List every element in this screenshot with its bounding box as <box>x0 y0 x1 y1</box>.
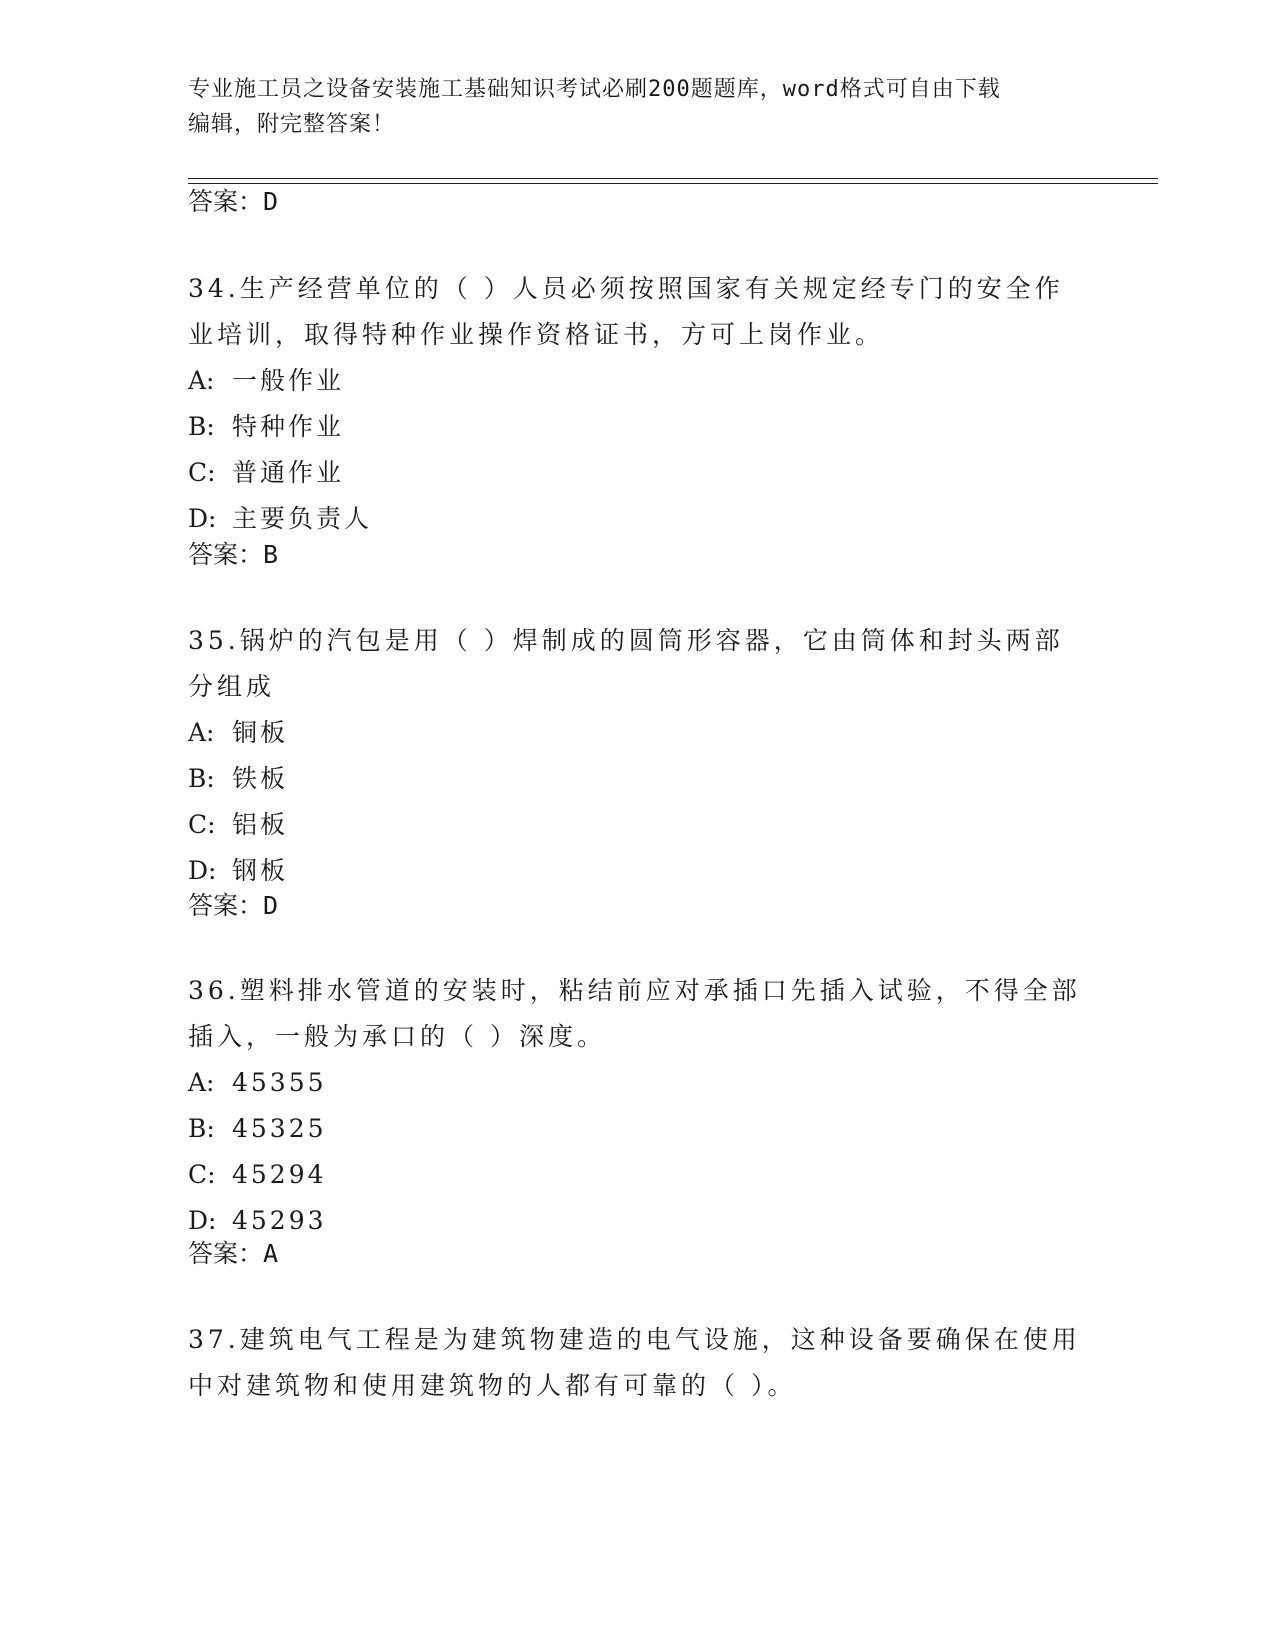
answer-label: 答案： <box>188 187 264 216</box>
option-text: 45355 <box>232 1068 327 1097</box>
option-b <box>188 756 1088 802</box>
answer-line <box>188 886 278 926</box>
option-b <box>188 404 1088 450</box>
answer-value: B <box>263 540 279 569</box>
question-34 <box>188 266 1088 542</box>
question-35 <box>188 618 1088 894</box>
question-stem: 业培训，取得特种作业操作资格证书，方可上岗作业。 <box>188 320 885 349</box>
answer-label: 答案： <box>188 891 264 920</box>
option-d <box>188 848 1088 894</box>
option-a <box>188 710 1088 756</box>
answer-line <box>188 1234 278 1274</box>
option-letter: B: <box>188 1114 215 1143</box>
option-c <box>188 450 1088 496</box>
option-text: 钢板 <box>232 856 289 885</box>
option-text: 铁板 <box>232 764 289 793</box>
question-stem: 中对建筑物和使用建筑物的人都有可靠的（ ）。 <box>188 1371 797 1400</box>
question-stem: 分组成 <box>188 672 276 701</box>
question-stem: 34.生产经营单位的（ ）人员必须按照国家有关规定经专门的安全作 <box>188 274 1064 303</box>
question-stem: 36.塑料排水管道的安装时，粘结前应对承插口先插入试验，不得全部 <box>188 976 1081 1005</box>
option-text: 主要负责人 <box>232 504 373 533</box>
option-letter: D: <box>188 856 217 885</box>
header-line-1: 专业施工员之设备安装施工基础知识考试必刷200题题库，word格式可自由下载 <box>188 77 1001 102</box>
option-letter: B: <box>188 412 215 441</box>
option-text: 铜板 <box>232 718 289 747</box>
question-36 <box>188 968 1088 1244</box>
document-header <box>188 72 1088 142</box>
option-c <box>188 1152 1088 1198</box>
answer-line <box>188 535 278 575</box>
option-text: 铝板 <box>232 810 289 839</box>
option-letter: A: <box>188 718 215 747</box>
option-text: 一般作业 <box>232 366 345 395</box>
option-letter: C: <box>188 1160 216 1189</box>
option-text: 45293 <box>232 1206 327 1235</box>
option-a <box>188 1060 1088 1106</box>
question-stem: 插入，一般为承口的（ ）深度。 <box>188 1022 606 1051</box>
option-text: 45294 <box>232 1160 327 1189</box>
document-page <box>188 0 1158 1650</box>
answer-value: A <box>263 1239 279 1268</box>
option-letter: A: <box>188 366 215 395</box>
option-letter: C: <box>188 810 216 839</box>
answer-value: D <box>263 891 279 920</box>
header-line-2: 编辑，附完整答案！ <box>188 112 396 137</box>
option-d <box>188 496 1088 542</box>
option-b <box>188 1106 1088 1152</box>
option-letter: D: <box>188 504 217 533</box>
answer-label: 答案： <box>188 1239 264 1268</box>
question-stem: 37.建筑电气工程是为建筑物建造的电气设施，这种设备要确保在使用 <box>188 1325 1081 1354</box>
option-letter: B: <box>188 764 215 793</box>
question-stem: 35.锅炉的汽包是用（ ）焊制成的圆筒形容器，它由筒体和封头两部 <box>188 626 1064 655</box>
option-letter: A: <box>188 1068 215 1097</box>
option-c <box>188 802 1088 848</box>
question-37 <box>188 1317 1088 1409</box>
option-letter: C: <box>188 458 216 487</box>
option-text: 45325 <box>232 1114 327 1143</box>
option-a <box>188 358 1088 404</box>
option-text: 普通作业 <box>232 458 345 487</box>
answer-value: D <box>263 187 279 216</box>
option-d <box>188 1198 1088 1244</box>
answer-label: 答案： <box>188 540 264 569</box>
option-letter: D: <box>188 1206 217 1235</box>
option-text: 特种作业 <box>232 412 345 441</box>
answer-line <box>188 182 278 222</box>
header-divider <box>188 178 1158 184</box>
